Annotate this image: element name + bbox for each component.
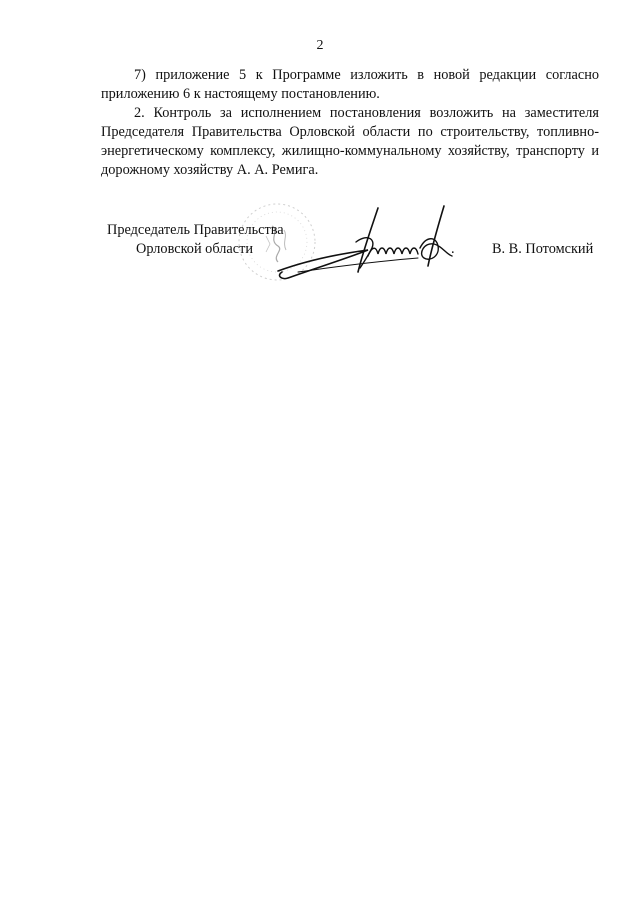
signatory-name: В. В. Потомский (492, 241, 594, 257)
signature-dot: . (451, 241, 455, 257)
paragraph-control: 2. Контроль за исполнением постановления возложить на заместителя Председателя Правительства Орловской области по строительству, топливно-энергетическому комплексу, жилищно-коммунальному хозяйству, транспорту и дорожному хозяйству А. А. Ремига. (101, 105, 599, 178)
signature-block (0, 196, 640, 296)
handwritten-signature-icon (268, 196, 468, 286)
paragraph-item-7: 7) приложение 5 к Программе изложить в новой редакции согласно приложению 6 к настоящему постановлению. (101, 67, 599, 102)
signatory-title-line2: Орловской области (136, 241, 253, 257)
signatory-title-line1: Председатель Правительства (107, 222, 284, 238)
page-number: 2 (316, 38, 324, 53)
document-body (101, 66, 599, 180)
